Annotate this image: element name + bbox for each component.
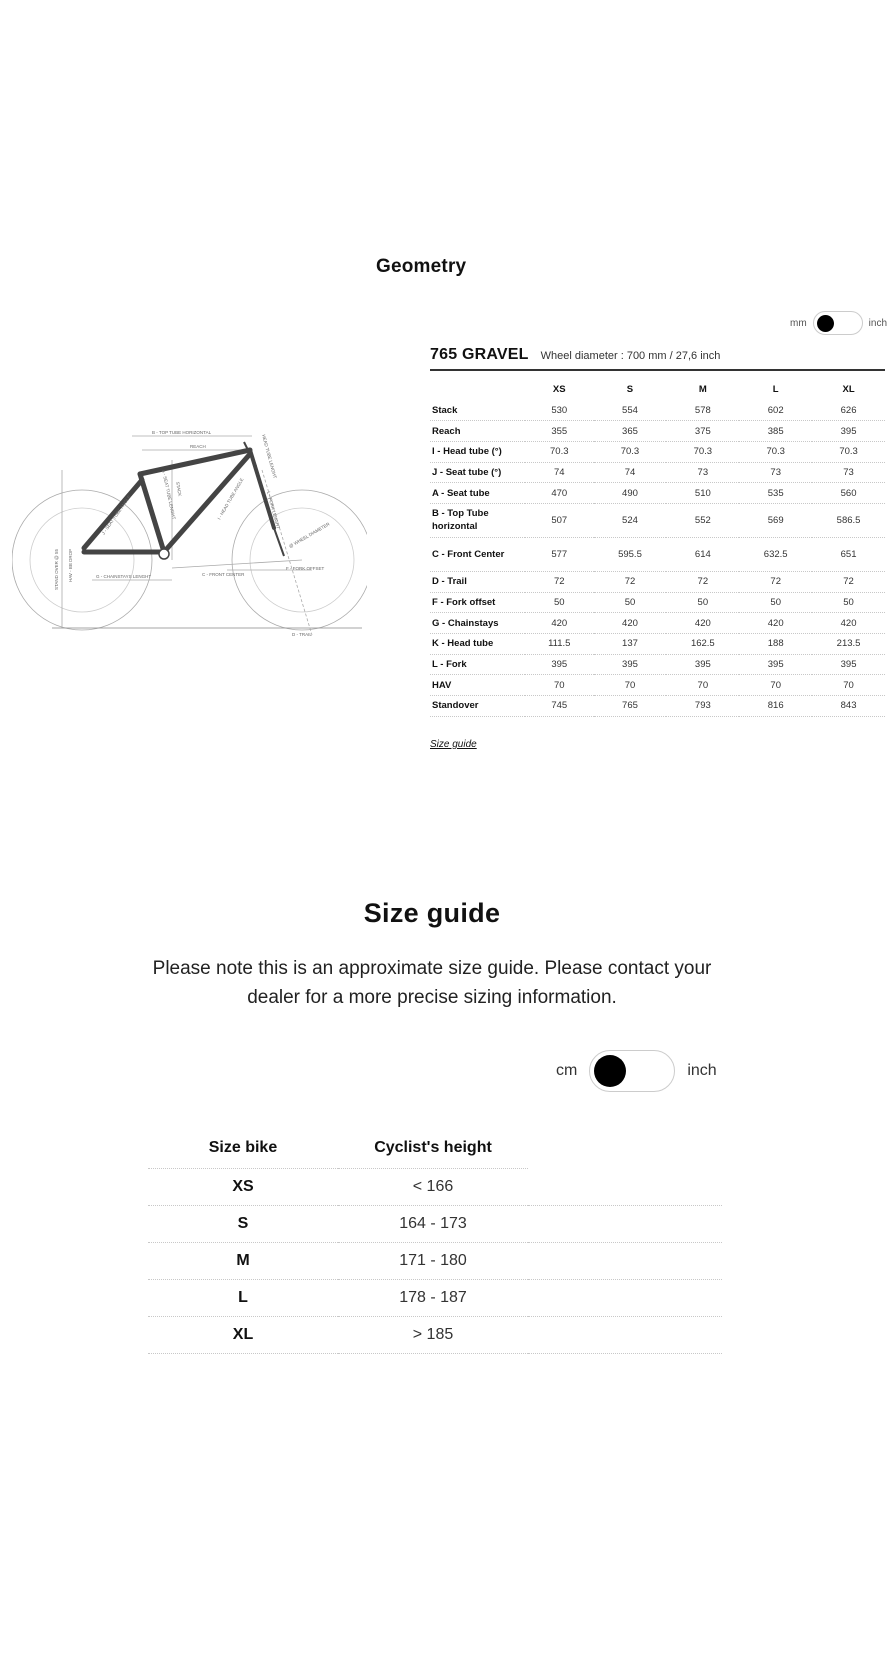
row-label: J - Seat tube (°) (430, 462, 525, 483)
cell: 72 (666, 571, 739, 592)
size-guide-note: Please note this is an approximate size guide. Please contact your dealer for a more precise sizing information. (152, 958, 712, 1008)
cell: 213.5 (812, 634, 885, 655)
size-cell: S (148, 1205, 338, 1242)
table-row (430, 483, 885, 504)
cell: 395 (812, 654, 885, 675)
cell: 72 (525, 571, 594, 592)
cell: 569 (739, 503, 812, 537)
cell: 74 (594, 462, 667, 483)
cell: 420 (739, 613, 812, 634)
cell: 632.5 (739, 537, 812, 571)
spacer-cell (528, 1168, 722, 1205)
cell: 535 (739, 483, 812, 504)
cell: 560 (812, 483, 885, 504)
cell: 73 (812, 462, 885, 483)
rear-wheel (12, 490, 152, 630)
cell: 395 (525, 654, 594, 675)
switch-knob (817, 315, 834, 332)
cell: 420 (525, 613, 594, 634)
size-col-m: M (698, 383, 707, 395)
table-row (430, 503, 885, 537)
row-label: K - Head tube (430, 634, 525, 655)
height-cell: > 185 (338, 1316, 528, 1353)
geometry-corner-cell (430, 378, 525, 400)
label-stack: STACK (175, 481, 183, 497)
header-empty (528, 1128, 722, 1168)
table-row (148, 1205, 722, 1242)
table-row (148, 1168, 722, 1205)
table-row (430, 571, 885, 592)
table-row (430, 462, 885, 483)
table-row (430, 675, 885, 696)
cell: 74 (525, 462, 594, 483)
cell: 530 (525, 400, 594, 421)
cell: 50 (812, 592, 885, 613)
cell: 470 (525, 483, 594, 504)
row-label: D - Trail (430, 571, 525, 592)
label-hav: HAV - BB DROP (68, 548, 73, 582)
spacer-cell (528, 1242, 722, 1279)
cell: 420 (666, 613, 739, 634)
row-label: F - Fork offset (430, 592, 525, 613)
size-cell: M (148, 1242, 338, 1279)
table-row (430, 634, 885, 655)
model-name: 765 GRAVEL (430, 346, 529, 363)
header-size-bike: Size bike (148, 1128, 338, 1168)
label-stand-over: STAND OVER @ 55 (54, 549, 59, 590)
cell: 651 (812, 537, 885, 571)
cell: 70.3 (666, 441, 739, 462)
header-cyclist-height: Cyclist's height (338, 1128, 528, 1168)
cell: 73 (666, 462, 739, 483)
label-fork-length: L - FORK LENGHT (266, 490, 281, 530)
geometry-header-row (430, 378, 885, 400)
geometry-table (430, 378, 885, 717)
cell: 70 (594, 675, 667, 696)
size-col-s: S (626, 383, 634, 395)
row-label: Reach (430, 421, 525, 442)
cell: 524 (594, 503, 667, 537)
height-cell: 171 - 180 (338, 1242, 528, 1279)
cell: 395 (739, 654, 812, 675)
table-row (430, 400, 885, 421)
unit-switch[interactable] (813, 311, 863, 335)
cell: 385 (739, 421, 812, 442)
cell: 50 (666, 592, 739, 613)
unit-inch-label: inch (687, 1062, 717, 1079)
size-guide-unit-toggle[interactable] (556, 1050, 717, 1092)
label-head-tube: HEAD TUBE LENGHT (261, 433, 278, 479)
cell: 162.5 (666, 634, 739, 655)
cell: 586.5 (812, 503, 885, 537)
frame-down-tube (164, 454, 250, 552)
cell: 137 (594, 634, 667, 655)
table-row (430, 696, 885, 717)
switch-knob (594, 1055, 626, 1087)
geometry-title: Geometry (376, 256, 467, 277)
cell: 50 (525, 592, 594, 613)
unit-cm-label: cm (556, 1062, 578, 1079)
row-label: HAV (430, 675, 525, 696)
size-cell: XS (148, 1168, 338, 1205)
size-col-l: L (772, 383, 779, 395)
size-guide-table (148, 1128, 722, 1354)
row-label: B - Top Tube horizontal (430, 503, 525, 537)
cell: 365 (594, 421, 667, 442)
cell: 395 (594, 654, 667, 675)
cell: 507 (525, 503, 594, 537)
table-row (148, 1316, 722, 1353)
cell: 510 (666, 483, 739, 504)
size-guide-link[interactable]: Size guide (430, 739, 477, 750)
cell: 70.3 (739, 441, 812, 462)
cell: 745 (525, 696, 594, 717)
cell: 577 (525, 537, 594, 571)
spacer-cell (528, 1205, 722, 1242)
label-top-tube: B - TOP TUBE HORIZONTAL (152, 430, 212, 435)
cell: 72 (812, 571, 885, 592)
label-fork-offset: F - FORK OFFSET (286, 566, 325, 571)
unit-switch[interactable] (589, 1050, 675, 1092)
size-guide-title: Size guide (363, 898, 501, 928)
cell: 73 (739, 462, 812, 483)
cell: 111.5 (525, 634, 594, 655)
cell: 50 (739, 592, 812, 613)
wheel-diameter: Wheel diameter : 700 mm / 27,6 inch (540, 350, 721, 362)
cell: 793 (666, 696, 739, 717)
cell: 70 (739, 675, 812, 696)
row-label: I - Head tube (°) (430, 441, 525, 462)
cell: 614 (666, 537, 739, 571)
cell: 843 (812, 696, 885, 717)
geometry-unit-toggle[interactable] (790, 311, 887, 335)
table-row (430, 654, 885, 675)
label-chainstay: G - CHAINSTAYS LENGHT (96, 574, 152, 579)
row-label: L - Fork (430, 654, 525, 675)
cell: 72 (739, 571, 812, 592)
cell: 595.5 (594, 537, 667, 571)
bike-geometry-drawing (12, 430, 367, 640)
cell: 375 (666, 421, 739, 442)
row-label: Standover (430, 696, 525, 717)
geometry-model-header (430, 346, 885, 371)
label-head-angle: I - HEAD TUBE ANGLE (216, 477, 245, 521)
table-row (148, 1242, 722, 1279)
spacer-cell (528, 1316, 722, 1353)
height-cell: 164 - 173 (338, 1205, 528, 1242)
label-seat-tube: A - SEAT TUBE LENGHT (161, 469, 177, 520)
table-row (430, 613, 885, 634)
cell: 554 (594, 400, 667, 421)
frame-seat-tube (140, 474, 164, 552)
height-cell: 178 - 187 (338, 1279, 528, 1316)
size-cell: L (148, 1279, 338, 1316)
cell: 626 (812, 400, 885, 421)
size-col-xl: XL (842, 383, 855, 395)
row-label: A - Seat tube (430, 483, 525, 504)
cell: 395 (666, 654, 739, 675)
cell: 602 (739, 400, 812, 421)
table-row (430, 441, 885, 462)
label-front-center: C - FRONT CENTER (202, 572, 245, 577)
row-label: C - Front Center (430, 537, 525, 571)
cell: 50 (594, 592, 667, 613)
cell: 578 (666, 400, 739, 421)
row-label: Stack (430, 400, 525, 421)
cell: 765 (594, 696, 667, 717)
cell: 355 (525, 421, 594, 442)
cell: 188 (739, 634, 812, 655)
cell: 70 (812, 675, 885, 696)
cell: 420 (812, 613, 885, 634)
cell: 70.3 (525, 441, 594, 462)
cell: 490 (594, 483, 667, 504)
cell: 816 (739, 696, 812, 717)
bottom-bracket (159, 549, 169, 559)
cell: 70 (525, 675, 594, 696)
table-row (430, 421, 885, 442)
cell: 395 (812, 421, 885, 442)
cell: 70.3 (594, 441, 667, 462)
cell: 420 (594, 613, 667, 634)
cell: 72 (594, 571, 667, 592)
size-col-xs: XS (552, 383, 566, 395)
cell: 70.3 (812, 441, 885, 462)
size-guide-panel (138, 880, 758, 1410)
table-row (430, 592, 885, 613)
unit-inch-label: inch (868, 317, 888, 329)
label-reach: REACH (190, 444, 206, 449)
height-cell: < 166 (338, 1168, 528, 1205)
table-row (430, 537, 885, 571)
label-trail: D - TRAIL (292, 632, 312, 637)
spacer-cell (528, 1279, 722, 1316)
unit-mm-label: mm (790, 317, 807, 329)
size-guide-header-row (148, 1128, 722, 1168)
cell: 552 (666, 503, 739, 537)
label-seat-angle: J - SEAT TUBE ANGLE (100, 494, 132, 536)
cell: 70 (666, 675, 739, 696)
size-cell: XL (148, 1316, 338, 1353)
row-label: G - Chainstays (430, 613, 525, 634)
table-row (148, 1279, 722, 1316)
label-wheel-diameter: @ WHEEL DIAMETER (288, 521, 331, 549)
